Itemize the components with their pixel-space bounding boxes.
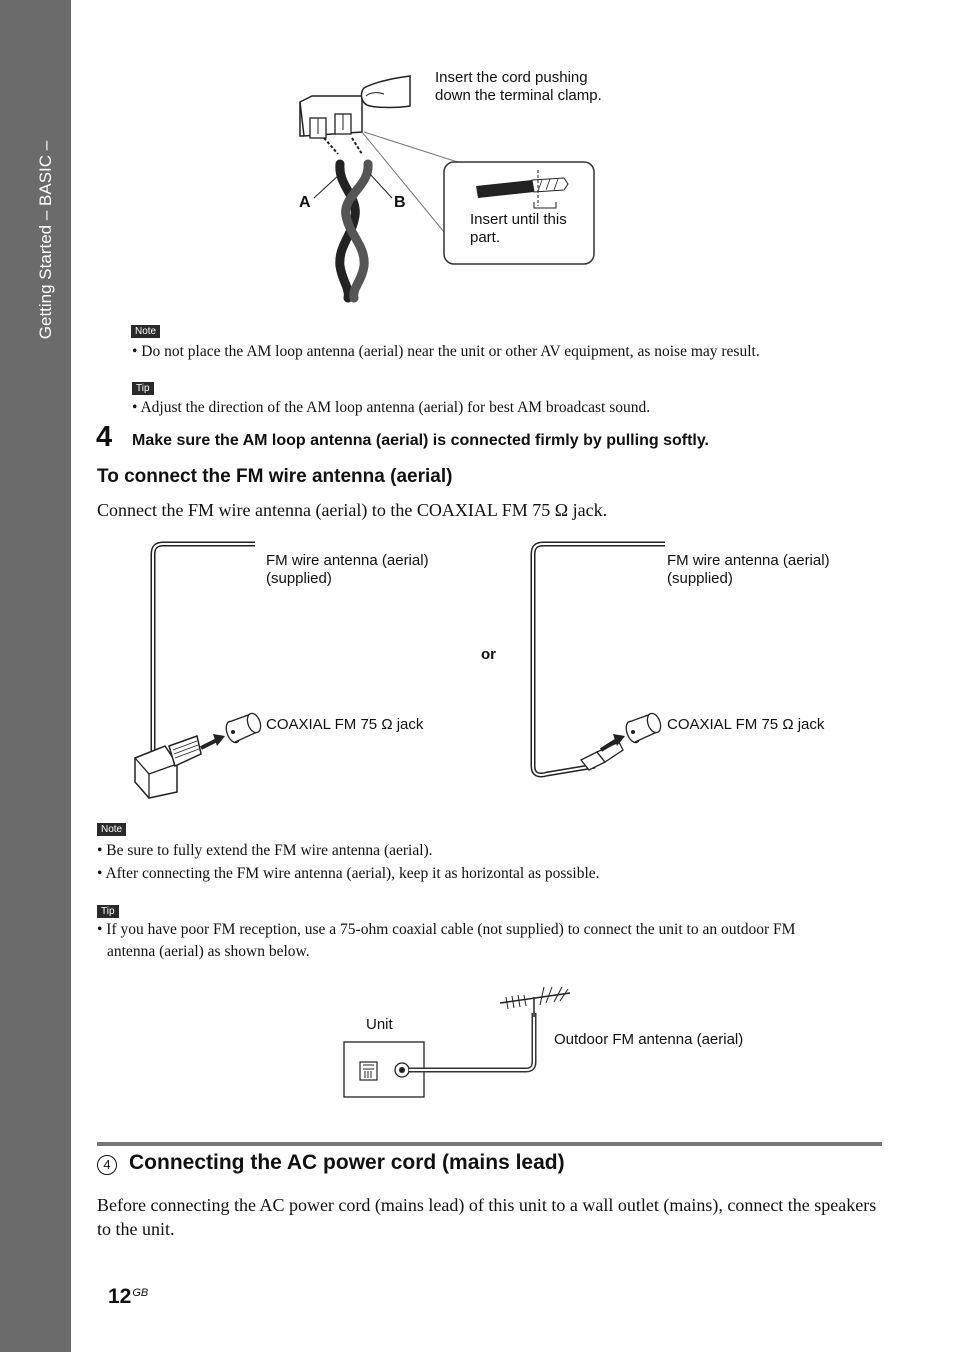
fm-intro: Connect the FM wire antenna (aerial) to the COAXIAL FM 75 Ω jack. xyxy=(97,500,608,520)
right-antenna-label: FM wire antenna (aerial) (supplied) xyxy=(667,552,830,587)
ac-heading: Connecting the AC power cord (mains lead) xyxy=(129,1151,565,1174)
note-text: • Do not place the AM loop antenna (aerial) near the unit or other AV equipment, as noise may result. xyxy=(132,343,760,360)
tip2-line-2: antenna (aerial) as shown below. xyxy=(107,943,310,960)
fm-heading: To connect the FM wire antenna (aerial) xyxy=(97,466,453,487)
label-a: A xyxy=(299,194,311,211)
side-tab-label: Getting Started – BASIC – xyxy=(36,140,55,340)
left-jack-label: COAXIAL FM 75 Ω jack xyxy=(266,716,424,733)
tip2-line-1: • If you have poor FM reception, use a 75-ohm coaxial cable (not supplied) to connect the unit to an outdoor FM xyxy=(97,921,796,938)
tip-badge: Tip xyxy=(132,382,154,395)
label-b: B xyxy=(394,194,406,211)
side-tab xyxy=(0,0,71,1352)
tip-text: • Adjust the direction of the AM loop antenna (aerial) for best AM broadcast sound. xyxy=(132,399,651,416)
outdoor-antenna-label: Outdoor FM antenna (aerial) xyxy=(554,1031,744,1048)
fm-left-diagram xyxy=(125,536,265,804)
page-number-value: 12 xyxy=(108,1285,132,1308)
caption-insert: Insert until this part. xyxy=(470,211,567,246)
note2-item-1: • Be sure to fully extend the FM wire antenna (aerial). xyxy=(97,842,433,859)
note2-badge: Note xyxy=(97,823,126,836)
note2-item-2: • After connecting the FM wire antenna (aerial), keep it as horizontal as possible. xyxy=(97,865,600,882)
or-label: or xyxy=(481,646,496,663)
ac-body: Before connecting the AC power cord (mains lead) of this unit to a wall outlet (mains), connect the speakers to the unit. xyxy=(97,1195,877,1239)
outdoor-antenna-diagram xyxy=(340,985,580,1103)
left-antenna-label: FM wire antenna (aerial) (supplied) xyxy=(266,552,429,587)
tip2-badge: Tip xyxy=(97,905,119,918)
step-text: Make sure the AM loop antenna (aerial) is connected firmly by pulling softly. xyxy=(132,432,709,449)
caption-clamp: Insert the cord pushing down the terminal clamp. xyxy=(435,69,602,104)
fm-right-diagram xyxy=(525,536,665,786)
section-number: 4 xyxy=(103,1157,111,1172)
step-number: 4 xyxy=(96,421,112,453)
page-number xyxy=(108,1285,148,1309)
section-number-circle xyxy=(97,1155,117,1175)
note-badge: Note xyxy=(131,325,160,338)
page-number-suffix: GB xyxy=(132,1287,149,1299)
unit-label: Unit xyxy=(366,1016,393,1033)
section-rule xyxy=(97,1142,882,1146)
right-jack-label: COAXIAL FM 75 Ω jack xyxy=(667,716,825,733)
